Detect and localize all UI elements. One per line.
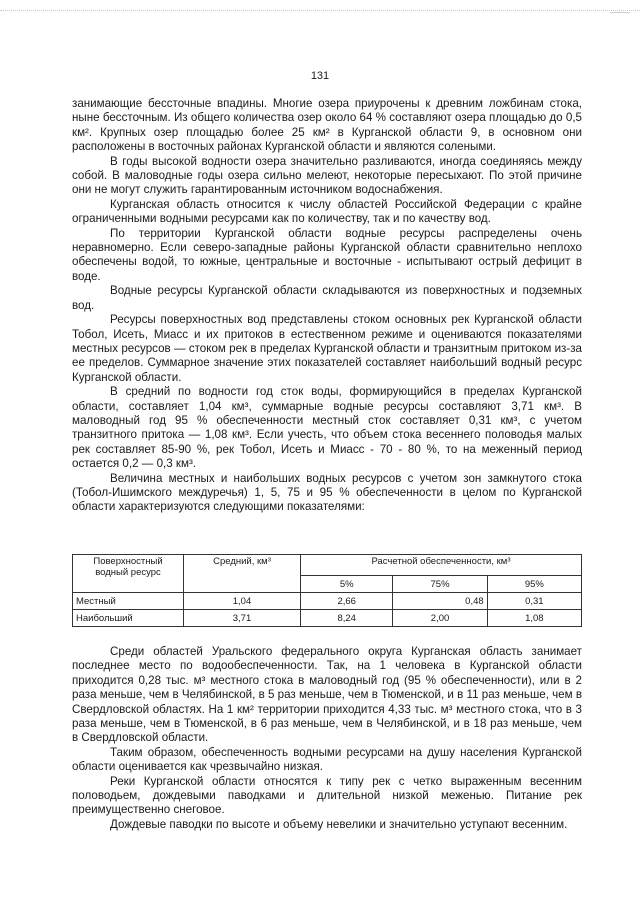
header-average: Средний, км³ [184,555,301,593]
paragraph: занимающие бессточные впадины. Многие озера приурочены к древним ложбинам стока, ныне бессточным. Из общего количества озер около 64 % составляют озера площадью до 0,5 км². Крупных озер площадью более 25 км² в Курганской области 9, в основном они расположены в восточных районах Курганской области и являются солеными. [72,97,582,154]
paragraph: Таким образом, обеспеченность водными ресурсами на душу населения Курганской области оценивается как чрезвычайно низкая. [72,745,582,774]
table-row [73,593,582,610]
row-5: 2,66 [301,593,393,610]
row-name: Наибольший [73,610,184,627]
paragraph: Величина местных и наибольших водных ресурсов с учетом зон замкнутого стока (Тобол-Ишимского междуречья) 1, 5, 75 и 95 % обеспеченности в целом по Курганской области характеризуются следующими показателями: [72,471,582,514]
header-5: 5% [301,576,393,593]
scan-edge-mark [610,12,630,13]
table-row [73,610,582,627]
row-5: 8,24 [301,610,393,627]
header-resource: Поверхностный водный ресурс [73,555,184,593]
row-95: 0,31 [487,593,581,610]
row-average: 3,71 [184,610,301,627]
row-95: 1,08 [487,610,581,627]
paragraph: Среди областей Уральского федерального округа Курганская область занимает последнее место по водообеспеченности. Так, на 1 человека в Курганской области приходится 0,28 тыс. м³ местного стока в маловодный год (95 % обеспеченности), или в 2 раза меньше, чем в Челябинской, в 5 раз меньше, чем в Тюменской, и в 11 раз меньше, чем в Свердловской областях. На 1 км² территории приходится 4,33 тыс. м³ местного стока, что в 3 раза меньше, чем в Тюменской, в 6 раз меньше, чем в Челябинской, и в 18 раз меньше, чем в Свердловской области. [72,645,582,745]
paragraph: Курганская область относится к числу областей Российской Федерации с крайне ограниченными водными ресурсами как по количеству, так и по качеству вод. [72,197,582,226]
header-calculated: Расчетной обеспеченности, км³ [301,555,582,576]
row-name: Местный [73,593,184,610]
scan-edge-line [0,10,640,13]
row-75: 2,00 [393,610,487,627]
table-header-row [73,555,582,576]
paragraph: Реки Курганской области относятся к типу рек с четко выраженным весенним половодьем, дождевыми паводками и длительной низкой меженью. Питание рек преимущественно снеговое. [72,774,582,817]
paragraph: По территории Курганской области водные ресурсы распределены очень неравномерно. Если северо-западные районы Курганской области сравнительно неплохо обеспечены водой, то южные, центральные и восточные - испытывают острый дефицит в воде. [72,226,582,283]
row-average: 1,04 [184,593,301,610]
paragraph: Дождевые паводки по высоте и объему невелики и значительно уступают весенним. [110,817,568,831]
header-75: 75% [393,576,487,593]
paragraph: Водные ресурсы Курганской области складываются из поверхностных и подземных вод. [72,284,582,312]
paragraph: В средний по водности год сток воды, формирующийся в пределах Курганской области, составляет 1,04 км³, суммарные водные ресурсы составляют 3,71 км³. В маловодный год 95 % обеспеченности местный сток составляет 0,31 км³, с учетом транзитного притока — 1,08 км³. Если учесть, что объем стока весеннего половодья малых рек составляет 85-90 %, рек Тобол, Исеть и Миасс - 70 - 80 %, то на меженный период остается 0,2 — 0,3 км³. [72,385,582,471]
page-number: 131 [310,70,330,82]
row-75: 0,48 [393,593,487,610]
paragraph: Ресурсы поверхностных вод представлены стоком основных рек Курганской области Тобол, Исеть, Миасс и их притоков в естественном режиме и оцениваются показателями местных ресурсов — стоком рек в пределах Курганской области и транзитным притоком из-за ее пределов. Суммарное значение этих показателей составляет наибольший водный ресурс Курганской области. [72,313,582,384]
text-block-top [72,97,582,515]
header-95: 95% [487,576,581,593]
water-resources-table [72,554,582,627]
paragraph: В годы высокой водности озера значительно разливаются, иногда соединяясь между собой. В маловодные годы озера сильно мелеют, некоторые пересыхают. По этой причине они не могут служить гарантированным источником водоснабжения. [72,154,582,197]
text-block-bottom [72,645,582,832]
